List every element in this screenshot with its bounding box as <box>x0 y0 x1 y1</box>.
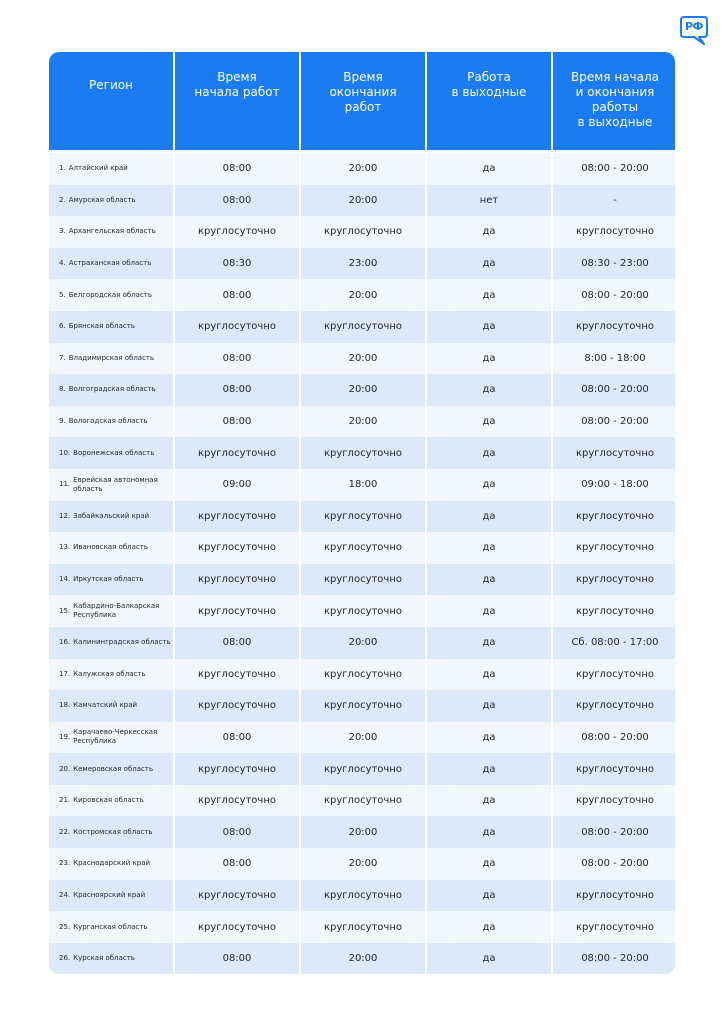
region-cell <box>49 659 173 691</box>
start-time-cell: круглосуточно <box>175 501 299 533</box>
weekend-work-cell: да <box>427 501 551 533</box>
region-number: 13. <box>59 543 71 552</box>
table-row <box>49 722 675 754</box>
start-time-cell: 08:00 <box>175 816 299 848</box>
region-name: Алтайский край <box>68 164 128 173</box>
start-time-cell: круглосуточно <box>175 785 299 817</box>
region-number: 18. <box>59 701 71 710</box>
region-number: 21. <box>59 796 71 805</box>
weekend-hours-cell: круглосуточно <box>553 690 675 722</box>
weekend-hours-cell: 08:00 - 20:00 <box>553 943 675 975</box>
region-cell <box>49 374 173 406</box>
table-row <box>49 911 675 943</box>
start-time-cell: круглосуточно <box>175 595 299 627</box>
weekend-hours-cell: круглосуточно <box>553 532 675 564</box>
weekend-hours-cell: круглосуточно <box>553 501 675 533</box>
table-header <box>49 52 675 150</box>
weekend-hours-cell: круглосуточно <box>553 659 675 691</box>
weekend-work-cell: да <box>427 880 551 912</box>
weekend-hours-cell: круглосуточно <box>553 880 675 912</box>
start-time-cell: круглосуточно <box>175 880 299 912</box>
weekend-work-cell: нет <box>427 185 551 217</box>
table-row <box>49 532 675 564</box>
header-end-time: Время окончания работ <box>301 52 425 150</box>
table-row <box>49 374 675 406</box>
header-start-time: Время начала работ <box>175 52 299 150</box>
region-name: Ивановская область <box>73 543 148 552</box>
table-row <box>49 785 675 817</box>
end-time-cell: круглосуточно <box>301 753 425 785</box>
region-name: Волгоградская область <box>68 385 156 394</box>
table-row <box>49 627 675 659</box>
end-time-cell: круглосуточно <box>301 595 425 627</box>
region-cell <box>49 343 173 375</box>
end-time-cell: круглосуточно <box>301 880 425 912</box>
weekend-hours-cell: 8:00 - 18:00 <box>553 343 675 375</box>
region-number: 17. <box>59 669 71 678</box>
end-time-cell: 20:00 <box>301 816 425 848</box>
weekend-hours-cell: 08:00 - 20:00 <box>553 153 675 185</box>
region-cell <box>49 880 173 912</box>
header-weekend-work: Работа в выходные <box>427 52 551 150</box>
region-cell <box>49 595 173 627</box>
region-number: 7. <box>59 353 66 362</box>
start-time-cell: круглосуточно <box>175 753 299 785</box>
weekend-hours-cell: круглосуточно <box>553 564 675 596</box>
region-number: 22. <box>59 827 71 836</box>
weekend-work-cell: да <box>427 564 551 596</box>
region-name: Астраханская область <box>68 259 152 268</box>
region-cell <box>49 816 173 848</box>
region-cell <box>49 722 173 754</box>
table-row <box>49 753 675 785</box>
table-row <box>49 880 675 912</box>
region-number: 8. <box>59 385 66 394</box>
weekend-work-cell: да <box>427 469 551 501</box>
end-time-cell: круглосуточно <box>301 532 425 564</box>
region-name: Владимирская область <box>68 353 155 362</box>
region-cell <box>49 627 173 659</box>
table-row <box>49 185 675 217</box>
weekend-work-cell: да <box>427 785 551 817</box>
weekend-work-cell: да <box>427 690 551 722</box>
weekend-hours-cell: 08:00 - 20:00 <box>553 279 675 311</box>
region-number: 11. <box>59 480 71 489</box>
region-cell <box>49 185 173 217</box>
weekend-hours-cell: 08:00 - 20:00 <box>553 848 675 880</box>
weekend-work-cell: да <box>427 911 551 943</box>
start-time-cell: круглосуточно <box>175 437 299 469</box>
region-cell <box>49 406 173 438</box>
region-name: Архангельская область <box>68 227 156 236</box>
region-number: 16. <box>59 638 71 647</box>
table-row <box>49 690 675 722</box>
weekend-work-cell: да <box>427 753 551 785</box>
region-name: Кировская область <box>73 796 144 805</box>
region-number: 1. <box>59 164 66 173</box>
end-time-cell: круглосуточно <box>301 501 425 533</box>
region-number: 6. <box>59 322 66 331</box>
weekend-work-cell: да <box>427 311 551 343</box>
weekend-hours-cell: круглосуточно <box>553 311 675 343</box>
region-name: Кемеровская область <box>73 764 154 773</box>
region-cell <box>49 248 173 280</box>
region-cell <box>49 469 173 501</box>
end-time-cell: круглосуточно <box>301 216 425 248</box>
region-name: Белгородская область <box>68 290 153 299</box>
region-name: Карачаево-Черкесская Республика <box>73 728 158 746</box>
end-time-cell: 20:00 <box>301 374 425 406</box>
weekend-work-cell: да <box>427 437 551 469</box>
table-body <box>49 153 675 974</box>
weekend-work-cell: да <box>427 848 551 880</box>
table-row <box>49 216 675 248</box>
table-row <box>49 848 675 880</box>
region-name: Воронежская область <box>73 448 155 457</box>
region-cell <box>49 690 173 722</box>
start-time-cell: круглосуточно <box>175 659 299 691</box>
end-time-cell: круглосуточно <box>301 785 425 817</box>
region-number: 26. <box>59 954 71 963</box>
table-row <box>49 564 675 596</box>
start-time-cell: круглосуточно <box>175 564 299 596</box>
end-time-cell: 20:00 <box>301 848 425 880</box>
weekend-work-cell: да <box>427 816 551 848</box>
table-row <box>49 659 675 691</box>
weekend-hours-cell: 09:00 - 18:00 <box>553 469 675 501</box>
start-time-cell: круглосуточно <box>175 532 299 564</box>
region-number: 9. <box>59 417 66 426</box>
table-row <box>49 595 675 627</box>
start-time-cell: 08:00 <box>175 722 299 754</box>
end-time-cell: 23:00 <box>301 248 425 280</box>
region-name: Калужская область <box>73 669 146 678</box>
table-row <box>49 343 675 375</box>
end-time-cell: круглосуточно <box>301 659 425 691</box>
weekend-work-cell: да <box>427 659 551 691</box>
weekend-work-cell: да <box>427 153 551 185</box>
region-cell <box>49 943 173 975</box>
start-time-cell: 08:00 <box>175 406 299 438</box>
weekend-work-cell: да <box>427 374 551 406</box>
weekend-work-cell: да <box>427 722 551 754</box>
start-time-cell: 08:00 <box>175 374 299 406</box>
start-time-cell: 08:00 <box>175 343 299 375</box>
weekend-work-cell: да <box>427 627 551 659</box>
weekend-work-cell: да <box>427 343 551 375</box>
region-name: Иркутская область <box>73 575 144 584</box>
region-cell <box>49 216 173 248</box>
weekend-hours-cell: Сб. 08:00 - 17:00 <box>553 627 675 659</box>
region-name: Амурская область <box>68 195 136 204</box>
region-number: 24. <box>59 890 71 899</box>
end-time-cell: круглосуточно <box>301 564 425 596</box>
weekend-hours-cell: 08:00 - 20:00 <box>553 816 675 848</box>
region-number: 19. <box>59 732 71 741</box>
region-cell <box>49 501 173 533</box>
weekend-work-cell: да <box>427 943 551 975</box>
region-number: 20. <box>59 764 71 773</box>
region-cell <box>49 532 173 564</box>
weekend-hours-cell: круглосуточно <box>553 437 675 469</box>
start-time-cell: 08:30 <box>175 248 299 280</box>
region-number: 3. <box>59 227 66 236</box>
start-time-cell: 08:00 <box>175 153 299 185</box>
start-time-cell: круглосуточно <box>175 690 299 722</box>
region-name: Калининградская область <box>73 638 171 647</box>
region-number: 4. <box>59 259 66 268</box>
table-row <box>49 311 675 343</box>
end-time-cell: круглосуточно <box>301 437 425 469</box>
region-name: Курганская область <box>73 922 148 931</box>
weekend-hours-cell: круглосуточно <box>553 595 675 627</box>
table-row <box>49 248 675 280</box>
end-time-cell: круглосуточно <box>301 311 425 343</box>
region-name: Курская область <box>73 954 135 963</box>
start-time-cell: 08:00 <box>175 943 299 975</box>
weekend-work-cell: да <box>427 216 551 248</box>
weekend-hours-cell: круглосуточно <box>553 785 675 817</box>
table-row <box>49 816 675 848</box>
weekend-hours-cell: 08:00 - 20:00 <box>553 406 675 438</box>
region-cell <box>49 437 173 469</box>
region-name: Еврейская автономная область <box>73 475 158 493</box>
weekend-work-cell: да <box>427 248 551 280</box>
region-cell <box>49 911 173 943</box>
end-time-cell: 20:00 <box>301 153 425 185</box>
region-number: 23. <box>59 859 71 868</box>
regions-table <box>49 52 675 974</box>
end-time-cell: 20:00 <box>301 343 425 375</box>
logo-text: РФ <box>685 20 703 33</box>
region-cell <box>49 564 173 596</box>
start-time-cell: 08:00 <box>175 627 299 659</box>
region-number: 12. <box>59 511 71 520</box>
weekend-hours-cell: круглосуточно <box>553 911 675 943</box>
table-row <box>49 153 675 185</box>
weekend-hours-cell: - <box>553 185 675 217</box>
weekend-hours-cell: 08:30 - 23:00 <box>553 248 675 280</box>
weekend-hours-cell: 08:00 - 20:00 <box>553 374 675 406</box>
region-name: Камчатский край <box>73 701 138 710</box>
table-row <box>49 279 675 311</box>
end-time-cell: круглосуточно <box>301 690 425 722</box>
end-time-cell: 20:00 <box>301 627 425 659</box>
region-name: Забайкальский край <box>73 511 150 520</box>
region-name: Краснодарский край <box>73 859 151 868</box>
table-row <box>49 406 675 438</box>
weekend-hours-cell: круглосуточно <box>553 753 675 785</box>
weekend-hours-cell: 08:00 - 20:00 <box>553 722 675 754</box>
region-cell <box>49 785 173 817</box>
weekend-work-cell: да <box>427 595 551 627</box>
start-time-cell: круглосуточно <box>175 216 299 248</box>
end-time-cell: круглосуточно <box>301 911 425 943</box>
header-weekend-hours: Время начала и окончания работы в выходные <box>553 52 675 150</box>
region-name: Костромская область <box>73 827 153 836</box>
table-row <box>49 469 675 501</box>
end-time-cell: 18:00 <box>301 469 425 501</box>
start-time-cell: круглосуточно <box>175 911 299 943</box>
region-number: 14. <box>59 575 71 584</box>
end-time-cell: 20:00 <box>301 722 425 754</box>
start-time-cell: 09:00 <box>175 469 299 501</box>
rf-logo <box>680 16 708 46</box>
table-row <box>49 437 675 469</box>
region-name: Кабардино-Балкарская Республика <box>73 602 160 620</box>
start-time-cell: 08:00 <box>175 848 299 880</box>
weekend-work-cell: да <box>427 279 551 311</box>
region-cell <box>49 279 173 311</box>
end-time-cell: 20:00 <box>301 185 425 217</box>
region-number: 25. <box>59 922 71 931</box>
region-number: 5. <box>59 290 66 299</box>
weekend-work-cell: да <box>427 406 551 438</box>
region-number: 10. <box>59 448 71 457</box>
end-time-cell: 20:00 <box>301 943 425 975</box>
start-time-cell: 08:00 <box>175 185 299 217</box>
region-cell <box>49 153 173 185</box>
table-row <box>49 501 675 533</box>
region-name: Вологодская область <box>68 417 148 426</box>
region-number: 2. <box>59 195 66 204</box>
start-time-cell: 08:00 <box>175 279 299 311</box>
weekend-work-cell: да <box>427 532 551 564</box>
end-time-cell: 20:00 <box>301 406 425 438</box>
weekend-hours-cell: круглосуточно <box>553 216 675 248</box>
region-name: Брянская область <box>68 322 135 331</box>
region-cell <box>49 753 173 785</box>
start-time-cell: круглосуточно <box>175 311 299 343</box>
end-time-cell: 20:00 <box>301 279 425 311</box>
table-row <box>49 943 675 975</box>
header-region: Регион <box>49 52 173 150</box>
region-cell <box>49 311 173 343</box>
region-name: Красноярский край <box>73 890 146 899</box>
region-cell <box>49 848 173 880</box>
region-number: 15. <box>59 606 71 615</box>
